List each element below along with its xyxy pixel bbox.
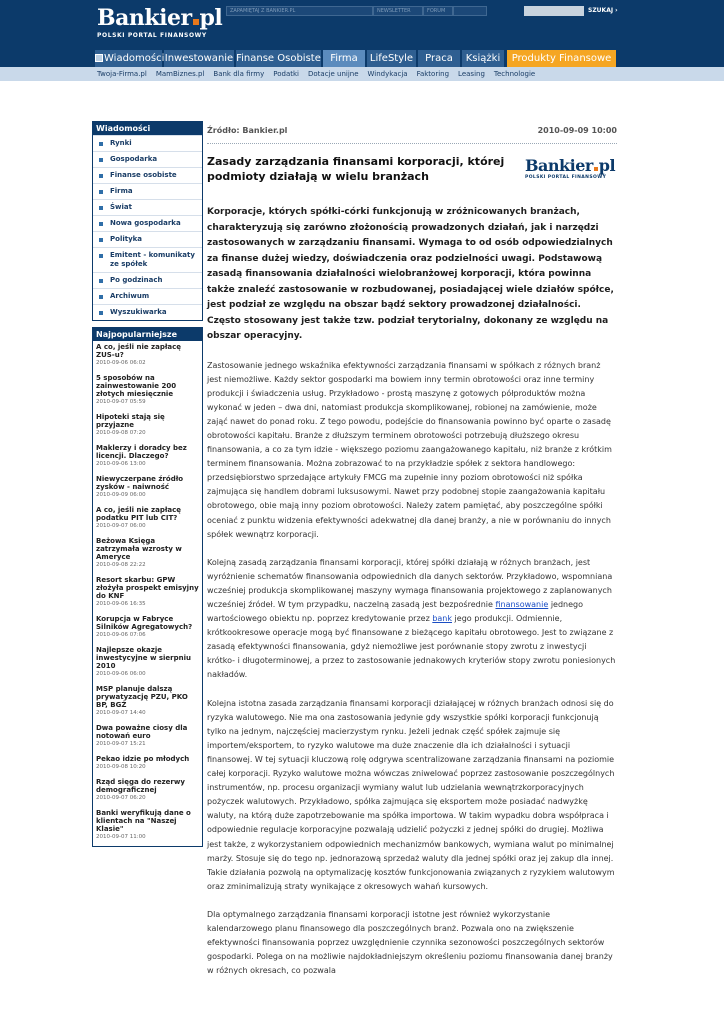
bookmark-link[interactable]: ZAPAMIĘTAJ Z BANKIER.PL bbox=[226, 6, 373, 16]
popular-title[interactable]: 5 sposobów na zainwestowanie 200 złotych miesięcznie bbox=[96, 374, 177, 398]
sub-nav bbox=[0, 67, 724, 81]
popular-title[interactable]: Pekao idzie po młodych bbox=[96, 755, 190, 763]
subnav-windykacja[interactable]: Windykacja bbox=[367, 70, 408, 78]
bankier-mini-logo bbox=[525, 156, 617, 180]
category-label: Świat bbox=[110, 203, 132, 211]
article-paragraph: Zastosowanie jednego wskaźnika efektywności zarządzania finansami w spółkach z różnych branż jest niemożliwe. Każdy sektor gospodarki ma bowiem inny termin obrotowości oraz inne terminy produkcji i świadczenia usług. Przykładowo - prostą maszynę z gotowych półproduktów można wykonać w jeden – dwa dni, natomiast produkcja skomplikowanej, robionej na zamówienie, może zająć nawet do ponad roku. Z tego powodu, podejście do finansowania powinno być oparte o zasadę obrotowości kapitału. Branże z dłuższym terminem obrotowości potrzebują dłuższego okresu finansowania, a co za tym idzie - większego poziomu zaangażowanego kapitału, niż branże z krótkim terminem finansowania. Można zobrazować to na przykładzie spółek z sektora handlowego: przedsiębiorstwo sprzedające artykuły FMCG ma zupełnie inny poziom obrotowości niż spółka zajmująca się handlem dobrami luksusowymi. Nawet przy podobnej stopie zaangażowania kapitału obrotowego, obie mają inny poziom obrotowości. Należy zatem pamiętać, aby poszczególne spółki oceniać z punktu widzenia efektywności adekwatnej dla danej branży, a nie w porównaniu do innych spółek wewnątrz korporacji. bbox=[207, 360, 612, 539]
bullet-icon bbox=[99, 279, 103, 283]
popular-title[interactable]: Banki weryfikują dane o klientach na "Naszej Klasie" bbox=[96, 809, 191, 833]
mini-logo-subtitle: POLSKI PORTAL FINANSOWY bbox=[525, 175, 607, 180]
popular-date: 2010-09-07 06:20 bbox=[96, 795, 146, 801]
popular-item[interactable] bbox=[93, 341, 202, 372]
forum-link[interactable]: FORUM bbox=[423, 6, 453, 16]
tab-inwestowanie[interactable]: Inwestowanie bbox=[164, 50, 235, 67]
paragraph-text: Kolejną zasadą zarządzania finansami korporacji, której spółki działają w różnych branżach, jest wyróżnienie schematów finansowania odpowiednich dla danych sektorów. Przykładowo, wspomniana wcześniej produkcja skomplikowanej maszyny wymaga finansowania projektowego z zaplanowanych wcześniej źródeł. W tym przypadku, naczelną zasadą jest bezpośrednie bbox=[207, 557, 613, 609]
mini-logo-right: pl bbox=[598, 156, 616, 175]
popular-item[interactable] bbox=[93, 442, 202, 473]
popular-date: 2010-09-06 07:06 bbox=[96, 632, 146, 638]
article-datetime: 2010-09-09 10:00 bbox=[537, 126, 617, 135]
popular-title[interactable]: Najlepsze okazje inwestycyjne w sierpniu 2010 bbox=[96, 646, 191, 670]
popular-title[interactable]: Hipoteki stają się przyjazne bbox=[96, 413, 165, 429]
category-label: Finanse osobiste bbox=[110, 171, 177, 179]
bullet-icon bbox=[99, 311, 103, 315]
popular-date: 2010-09-07 06:00 bbox=[96, 523, 146, 529]
category-item[interactable] bbox=[93, 272, 202, 288]
bullet-icon bbox=[99, 254, 103, 258]
mini-logo-left: Bankier bbox=[525, 156, 593, 175]
article-divider bbox=[207, 143, 617, 144]
search-input[interactable] bbox=[524, 6, 584, 16]
popular-item[interactable] bbox=[93, 574, 202, 613]
popular-title[interactable]: Beżowa Księga zatrzymała wzrosty w Ameryce bbox=[96, 537, 182, 561]
subnav-leasing[interactable]: Leasing bbox=[458, 70, 485, 78]
popular-item[interactable] bbox=[93, 613, 202, 644]
header-bar bbox=[0, 0, 724, 50]
bullet-icon bbox=[99, 206, 103, 210]
article bbox=[207, 125, 617, 978]
logo-text-left: Bankier bbox=[97, 5, 192, 31]
subnav-faktoring[interactable]: Faktoring bbox=[416, 70, 450, 78]
popular-date: 2010-09-07 05:59 bbox=[96, 399, 146, 405]
popular-title[interactable]: MSP planuje dalszą prywatyzację PZU, PKO BP, BGŻ bbox=[96, 685, 188, 709]
popular-title[interactable]: Korupcja w Fabryce Silników Agregatowych? bbox=[96, 615, 193, 631]
popular-title[interactable]: Rząd sięga do rezerwy demograficznej bbox=[96, 778, 185, 794]
bullet-icon bbox=[99, 190, 103, 194]
category-item[interactable] bbox=[93, 167, 202, 183]
subnav-bank-dla-firmy[interactable]: Bank dla firmy bbox=[213, 70, 265, 78]
popular-item[interactable] bbox=[93, 776, 202, 807]
popular-title[interactable]: Resort skarbu: GPW złożyła prospekt emisyjny do KNF bbox=[96, 576, 199, 600]
tab-firma[interactable]: Firma bbox=[323, 50, 366, 67]
popular-item[interactable] bbox=[93, 411, 202, 442]
category-item[interactable] bbox=[93, 304, 202, 320]
bullet-icon bbox=[99, 295, 103, 299]
popular-item[interactable] bbox=[93, 644, 202, 683]
popular-date: 2010-09-07 14:40 bbox=[96, 710, 146, 716]
bankier-logo[interactable] bbox=[97, 5, 222, 39]
popular-date: 2010-09-07 11:00 bbox=[96, 834, 146, 840]
popular-item[interactable] bbox=[93, 504, 202, 535]
popular-item[interactable] bbox=[93, 722, 202, 753]
popular-box bbox=[92, 327, 203, 847]
bullet-icon bbox=[99, 174, 103, 178]
category-label: Po godzinach bbox=[110, 276, 163, 284]
popular-date: 2010-09-06 13:00 bbox=[96, 461, 146, 467]
logo-dot-icon bbox=[193, 19, 199, 25]
tab-wiadomosci[interactable] bbox=[95, 50, 163, 67]
popular-date: 2010-09-08 10:20 bbox=[96, 764, 146, 770]
popular-date: 2010-09-09 06:00 bbox=[96, 492, 146, 498]
tab-lifestyle[interactable]: LifeStyle bbox=[367, 50, 417, 67]
bank-link[interactable]: bank bbox=[432, 614, 452, 624]
popular-item[interactable] bbox=[93, 807, 202, 846]
subnav-technologie[interactable]: Technologie bbox=[493, 70, 536, 78]
bullet-icon bbox=[99, 158, 103, 162]
popular-title[interactable]: A co, jeśli nie zapłacę podatku PIT lub CIT? bbox=[96, 506, 182, 522]
category-item[interactable] bbox=[93, 199, 202, 215]
popular-title[interactable]: Niewyczerpane źródło zysków - naiwność bbox=[96, 475, 184, 491]
subnav-twoja-firma[interactable]: Twoja-Firma.pl bbox=[97, 70, 147, 78]
popular-title[interactable]: Dwa poważne ciosy dla notowań euro bbox=[96, 724, 188, 740]
category-label: Rynki bbox=[110, 139, 132, 147]
popular-title[interactable]: Maklerzy i doradcy bez licencji. Dlaczego? bbox=[96, 444, 187, 460]
article-paragraph: Dla optymalnego zarządzania finansami korporacji istotne jest również wykorzystanie kalendarzowego planu finansowego dla poszczególnych branż. Pozwala ono na zwiększenie efektywności finansowania poprzez uwzględnienie czynnika sezonowości poszczególnych sektorów gospodarki. Polega on na możliwie najdokładniejszym określeniu poziomu finansowania danej branży w różnych okresach, co pozwala bbox=[207, 909, 613, 976]
logo-text-right: pl bbox=[199, 5, 223, 31]
news-box-title: Wiadomości bbox=[93, 122, 202, 135]
popular-date: 2010-09-07 15:21 bbox=[96, 741, 146, 747]
article-paragraph: Kolejna istotna zasada zarządzania finansami korporacji działającej w różnych branżach odnosi się do ryzyka walutowego. Nie ma ona zastosowania jedynie gdy wszystkie spółki korporacji funkcjonują tylko na jednym, najczęściej macierzystym rynku. Jeżeli jednak część spółek zajmuje się importem/eksportem, to ryzyko walutowe ma duże znaczenie dla ich działalności i sytuacji finansowej. W tej sytuacji kluczową rolę odgrywa scentralizowane zarządzania finansami na poziomie całej korporacji. Ryzyko walutowe można wówczas zniwelować poprzez zastosowanie poszczególnych instrumentów, np. procesu organizacji wymiany walut lub udzielania wewnątrzkorporacyjnych pożyczek walutowych. Przykładowo, spółka zajmująca się eksportem może posiadać nadwyżkę waluty, na którą duże zapotrzebowanie ma spółka importowa. W takim wypadku dobra współpraca i odpowiednie regulacje korporacyjne pozwalają udzielić pożyczki z jednej spółki do drugiej. Możliwa jest także, z wykorzystaniem odpowiednich mechanizmów bankowych, wymiana walut po minimalnej marży. Stosuje się do tego np. jednorazową sprzedaż waluty dla jednej spółki oraz jej zakup dla innej. Takie działania pozwolą na optymalizację kosztów funkcjonowania związanych z ryzykiem walutowym oraz zminimalizują straty wynikające z okresowych wahań kursowych. bbox=[207, 698, 615, 891]
bullet-icon bbox=[99, 142, 103, 146]
subnav-mambiznes[interactable]: MamBiznes.pl bbox=[155, 70, 205, 78]
bullet-icon bbox=[99, 222, 103, 226]
category-label: Firma bbox=[110, 187, 133, 195]
article-paragraph bbox=[207, 556, 617, 683]
popular-date: 2010-09-06 06:00 bbox=[96, 671, 146, 677]
popular-item[interactable] bbox=[93, 683, 202, 722]
category-label: Gospodarka bbox=[110, 155, 158, 163]
category-label: Polityka bbox=[110, 235, 143, 243]
category-label: Wyszukiwarka bbox=[110, 308, 167, 316]
article-lead: Korporacje, których spółki-córki funkcjonują w zróżnicowanych branżach, charakteryzują się zarówno złożonością prowadzonych działań, jak i narzędzi zastosowanych w zarządzaniu finansami. Wymaga to od osób odpowiedzialnych za finanse dużej wiedzy, doświadczenia oraz podzielności uwagi. Podstawową zasadą finansowania działalności wielobranżowej korporacji, która powinna także znaleźć zastosowanie w rozbudowanej, posiadającej wiele działów spółce, jest podział ze względu na obszar bądź sektory prowadzonej działalności. Często stosowany jest także tzw. podział terytorialny, dokonany ze względu na obszar operacyjny. bbox=[207, 207, 614, 341]
popular-title[interactable]: A co, jeśli nie zapłacę ZUS-u? bbox=[96, 343, 182, 359]
subnav-podatki[interactable]: Podatki bbox=[273, 70, 299, 78]
article-title: Zasady zarządzania finansami korporacji, której podmioty działają w wielu branżach bbox=[207, 155, 505, 183]
category-item[interactable] bbox=[93, 151, 202, 167]
news-categories-box bbox=[92, 121, 203, 321]
popular-item[interactable] bbox=[93, 535, 202, 574]
popular-date: 2010-09-06 16:35 bbox=[96, 601, 146, 607]
subnav-dotacje[interactable]: Dotacje unijne bbox=[307, 70, 359, 78]
category-item[interactable] bbox=[93, 247, 202, 272]
popular-item[interactable] bbox=[93, 753, 202, 776]
tab-praca[interactable]: Praca bbox=[418, 50, 461, 67]
newsletter-link[interactable]: NEWSLETTER bbox=[373, 6, 423, 16]
popular-date: 2010-09-06 06:02 bbox=[96, 360, 146, 366]
category-label: Nowa gospodarka bbox=[110, 219, 181, 227]
tab-finanse-osobiste[interactable]: Finanse Osobiste bbox=[236, 50, 322, 67]
category-label: Archiwum bbox=[110, 292, 150, 300]
popular-date: 2010-09-08 22:22 bbox=[96, 562, 146, 568]
category-label: Emitent - komunikaty ze spółek bbox=[110, 251, 195, 268]
search-button[interactable]: SZUKAJ › bbox=[588, 7, 618, 14]
paragraph-text: jednego wartościowego obiektu np. poprzez kredytowanie przez bbox=[207, 600, 584, 624]
paragraph-text: jego produkcji. Odmiennie, krótkookresowe operacje mogą być finansowane z bieżącego kapitału obrotowego. Jest to związane z zasadą efektywności finansowania, gdyż niemożliwe jest porównanie stopy zwrotu z inwestycji krótko- i długoterminowej, a przez to zastosowanie jednakowych kryteriów stopy zwrotu poniesionych nakładów. bbox=[207, 614, 616, 680]
mini-logo-dot-icon bbox=[594, 167, 598, 171]
popular-item[interactable] bbox=[93, 372, 202, 411]
logo-subtitle: POLSKI PORTAL FINANSOWY bbox=[97, 32, 207, 39]
tab-ksiazki[interactable]: Książki bbox=[462, 50, 505, 67]
finansowanie-link[interactable]: finansowanie bbox=[495, 600, 549, 609]
category-item[interactable] bbox=[93, 135, 202, 151]
sidebar bbox=[92, 121, 203, 847]
top-links bbox=[226, 6, 487, 16]
tab-produkty-finansowe[interactable]: Produkty Finansowe bbox=[507, 50, 617, 67]
popular-date: 2010-09-08 07:20 bbox=[96, 430, 146, 436]
popular-box-title: Najpopularniejsze bbox=[93, 328, 202, 341]
top-link-blank[interactable] bbox=[453, 6, 487, 16]
category-item[interactable] bbox=[93, 231, 202, 247]
tab-wiadomosci-label: Wiadomości bbox=[104, 53, 165, 64]
main-nav bbox=[0, 50, 724, 67]
category-item[interactable] bbox=[93, 215, 202, 231]
article-source: Źródło: Bankier.pl bbox=[207, 126, 288, 135]
popular-item[interactable] bbox=[93, 473, 202, 504]
article-meta bbox=[207, 125, 617, 137]
headline-row bbox=[207, 154, 617, 200]
bullet-icon bbox=[99, 238, 103, 242]
category-item[interactable] bbox=[93, 288, 202, 304]
home-icon[interactable] bbox=[95, 54, 103, 62]
category-item[interactable] bbox=[93, 183, 202, 199]
